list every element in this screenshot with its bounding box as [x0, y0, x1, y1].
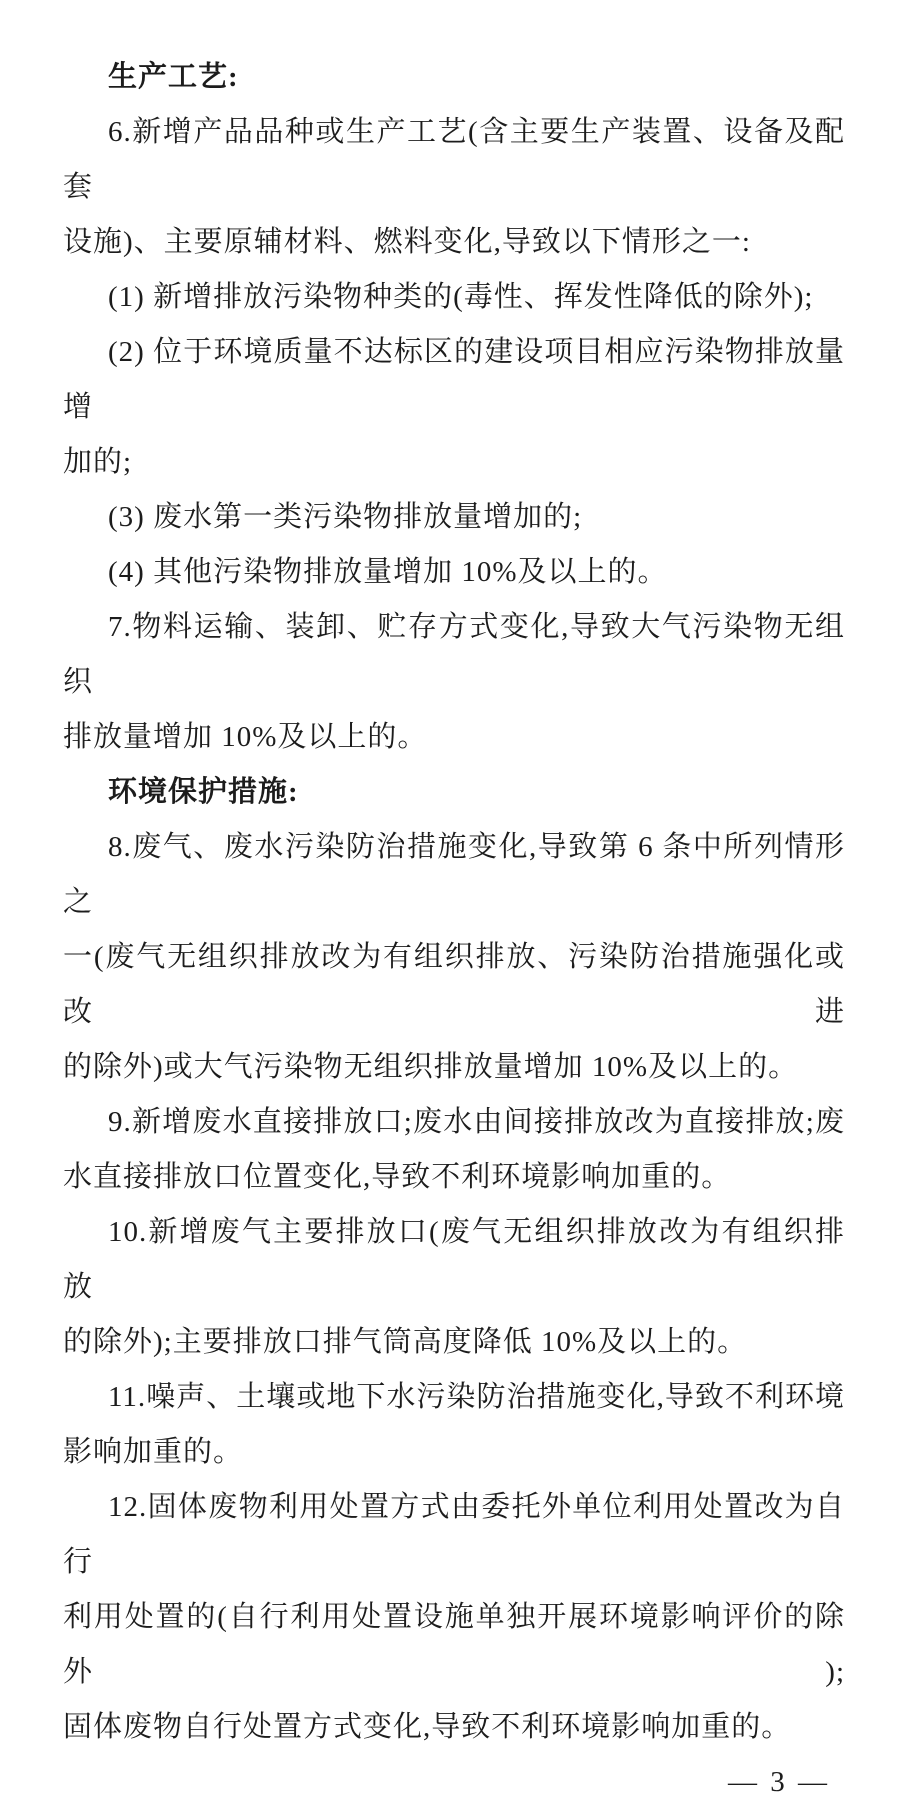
text-line-clause-7-cont: 排放量增加 10%及以上的。	[63, 721, 428, 753]
text-line-clause-12: 12.固体废物利用处置方式由委托外单位利用处置改为自行	[63, 1491, 845, 1578]
text-line-clause-8-cont2: 的除外)或大气污染物无组织排放量增加 10%及以上的。	[63, 1051, 799, 1083]
section-heading-production-process: 生产工艺:	[108, 61, 239, 93]
text-line-clause-8-cont1: 一(废气无组织排放改为有组织排放、污染防治措施强化或改进	[63, 941, 845, 1028]
text-line-clause-9-cont: 水直接排放口位置变化,导致不利环境影响加重的。	[63, 1161, 732, 1193]
text-line-clause-12-cont1: 利用处置的(自行利用处置设施单独开展环境影响评价的除外);	[63, 1601, 845, 1688]
text-line-clause-11-cont: 影响加重的。	[63, 1436, 244, 1468]
text-line-clause-7: 7.物料运输、装卸、贮存方式变化,导致大气污染物无组织	[63, 611, 845, 698]
section-heading-environmental-protection: 环境保护措施:	[108, 776, 299, 808]
text-line-item-1: (1) 新增排放污染物种类的(毒性、挥发性降低的除外);	[108, 281, 814, 313]
text-line-clause-9: 9.新增废水直接排放口;废水由间接排放改为直接排放;废	[108, 1106, 845, 1138]
text-line-item-2: (2) 位于环境质量不达标区的建设项目相应污染物排放量增	[63, 336, 845, 423]
text-line-item-3: (3) 废水第一类污染物排放量增加的;	[108, 501, 583, 533]
text-line-clause-8: 8.废气、废水污染防治措施变化,导致第 6 条中所列情形之	[63, 831, 845, 918]
text-line-clause-6: 6.新增产品品种或生产工艺(含主要生产装置、设备及配套	[63, 116, 845, 203]
text-line-clause-11: 11.噪声、土壤或地下水污染防治措施变化,导致不利环境	[108, 1381, 845, 1413]
text-line-item-2-cont: 加的;	[63, 446, 133, 478]
text-line-clause-12-cont2: 固体废物自行处置方式变化,导致不利环境影响加重的。	[63, 1711, 792, 1743]
page-number: — 3 —	[728, 1766, 830, 1798]
text-line-item-4: (4) 其他污染物排放量增加 10%及以上的。	[108, 556, 668, 588]
text-line-clause-6-cont: 设施)、主要原辅材料、燃料变化,导致以下情形之一:	[63, 226, 751, 258]
text-line-clause-10: 10.新增废气主要排放口(废气无组织排放改为有组织排放	[63, 1216, 845, 1303]
text-line-clause-10-cont: 的除外);主要排放口排气筒高度降低 10%及以上的。	[63, 1326, 748, 1358]
